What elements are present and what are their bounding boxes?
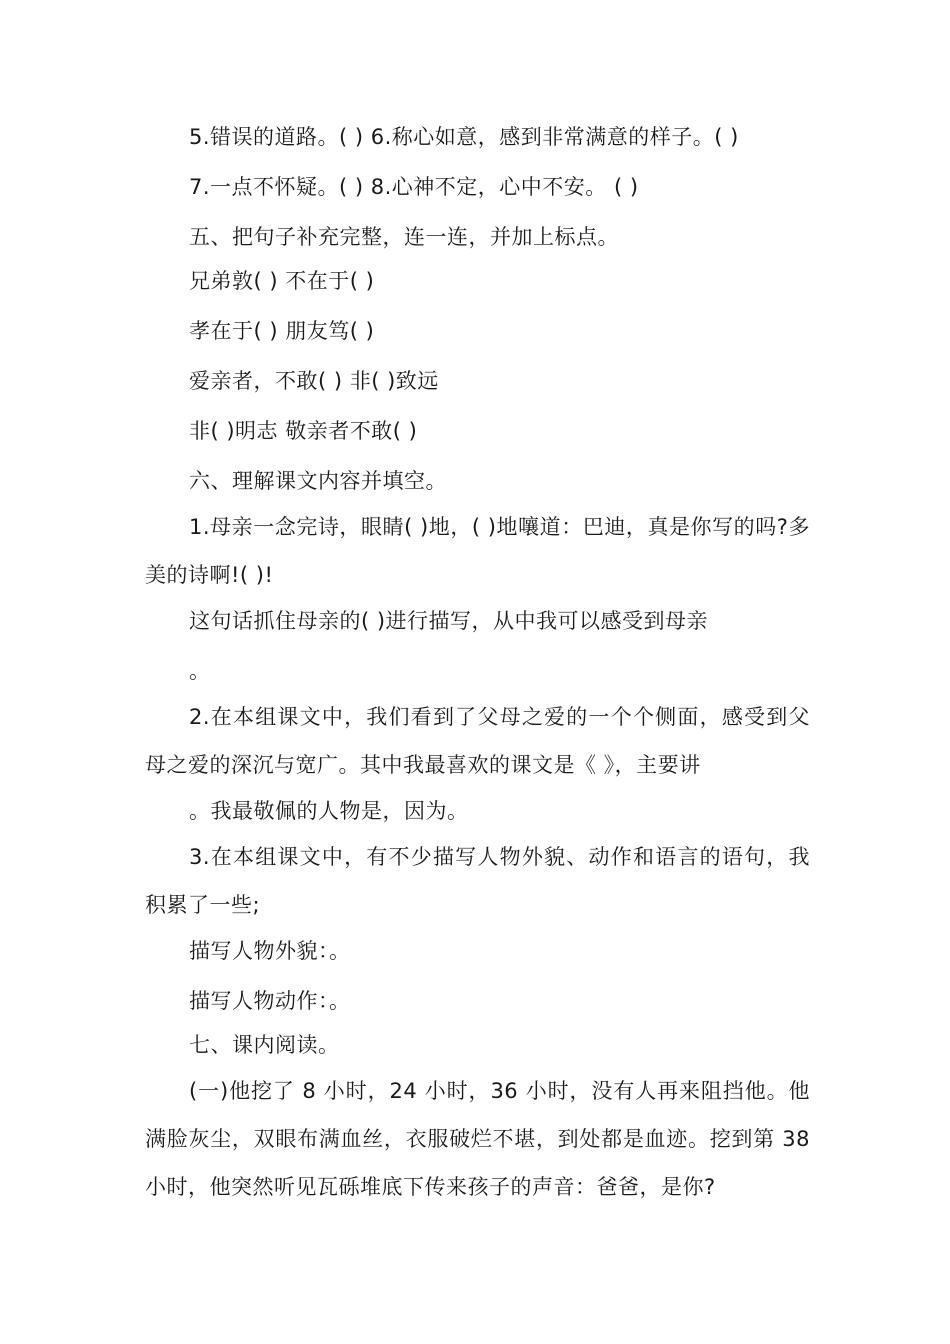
sentence-line-3: 爱亲者，不敢( ) 非( )致远 xyxy=(189,369,439,393)
question-paragraph-1: 1.母亲一念完诗，眼睛( )地，( )地嚷道：巴迪，真是你写的吗?多美的诗啊!( )! xyxy=(145,515,810,587)
section-heading-7: 七、课内阅读。 xyxy=(189,1033,340,1057)
section-heading-5: 五、把句子补充完整，连一连，并加上标点。 xyxy=(189,225,619,249)
sentence-line-4: 非( )明志 敬亲者不敢( ) xyxy=(189,419,418,443)
sentence-line-1: 兄弟敦( ) 不在于( ) xyxy=(189,269,375,293)
question-paragraph-2: 2.在本组课文中，我们看到了父母之爱的一个个侧面，感受到父母之爱的深沉与宽广。其中我最喜欢的课文是《 》，主要讲 xyxy=(145,705,810,777)
answer-line-1: 这句话抓住母亲的( )进行描写，从中我可以感受到母亲 xyxy=(189,609,709,633)
reading-paragraph-1: (一)他挖了 8 小时，24 小时，36 小时，没有人再来阻挡他。他满脸灰尘，双眼布满血丝，衣服破烂不堪，到处都是血迹。挖到第 38 小时，他突然听见瓦砾堆底下传来孩子的声音：爸爸，是你? xyxy=(145,1079,810,1199)
question-line-7-8: 7.一点不怀疑。( ) 8.心神不定，心中不安。 ( ) xyxy=(189,175,639,199)
section-heading-6: 六、理解课文内容并填空。 xyxy=(189,469,447,493)
sentence-line-2: 孝在于( ) 朋友笃( ) xyxy=(189,319,375,343)
answer-line-blank: 。 xyxy=(189,659,211,683)
question-line-5-6: 5.错误的道路。( ) 6.称心如意，感到非常满意的样子。( ) xyxy=(189,125,739,149)
question-paragraph-3: 3.在本组课文中，有不少描写人物外貌、动作和语言的语句，我积累了一些; xyxy=(145,845,810,917)
answer-action: 描写人物动作：。 xyxy=(189,989,351,1013)
answer-line-2: 。我最敬佩的人物是，因为。 xyxy=(189,799,469,823)
answer-appearance: 描写人物外貌：。 xyxy=(189,939,351,963)
